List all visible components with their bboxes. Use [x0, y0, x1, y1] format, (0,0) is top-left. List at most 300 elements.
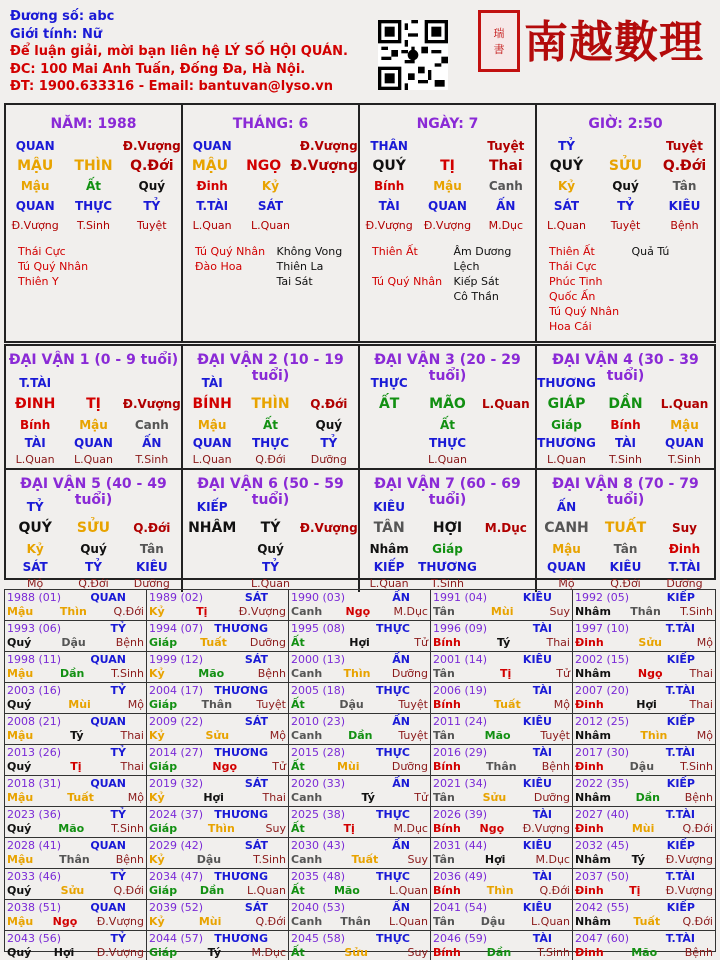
year-chi: Tuất — [633, 915, 661, 928]
qr-code-icon[interactable] — [378, 20, 448, 90]
year-star: T.TÀI — [665, 622, 695, 635]
ten-god: KIẾP — [373, 560, 405, 574]
year-stage: Dưỡng — [391, 667, 428, 680]
year-label: 2013 (26) — [7, 746, 62, 759]
year-chi: Thìn — [486, 884, 514, 897]
pillar-cell: TÀI — [378, 199, 400, 213]
year-cell — [289, 683, 431, 714]
year-star: ẤN — [392, 901, 410, 914]
shen-sha: Thiên Ất — [372, 245, 418, 258]
pillar-cell: SỬU — [608, 158, 643, 174]
pillar-cell: MẬU — [17, 158, 54, 174]
shen-sha: Thiên Ất — [549, 245, 595, 258]
life-stage: L.Quan — [74, 453, 113, 466]
pillar-cell: Thai — [488, 158, 523, 174]
year-stage: Tử — [414, 791, 428, 804]
pillar-cell: TỶ — [617, 199, 634, 213]
year-stage: Dưỡng — [391, 760, 428, 773]
year-chi: Mùi — [490, 605, 514, 618]
pillar-cell: Đinh — [196, 179, 228, 193]
year-chi: Hợi — [53, 946, 75, 959]
ten-god: TÀI — [24, 436, 46, 450]
year-star: TÀI — [532, 808, 552, 821]
year-stage: Thai — [689, 698, 713, 711]
year-can: Tân — [433, 667, 455, 680]
year-stage: Tử — [272, 760, 286, 773]
hidden-stem: Mậu — [552, 542, 581, 556]
year-star: TÀI — [532, 932, 552, 945]
year-label: 2008 (21) — [7, 715, 62, 728]
year-stage: Tử — [556, 667, 570, 680]
year-cell — [5, 714, 147, 745]
year-chi: Mùi — [68, 698, 91, 711]
year-chi: Thìn — [640, 729, 668, 742]
year-star: QUAN — [90, 653, 126, 666]
hidden-stem: Mậu — [670, 418, 699, 432]
year-can: Đinh — [575, 698, 604, 711]
shen-sha-list — [6, 244, 181, 289]
hidden-stem: Mậu — [197, 418, 227, 432]
year-chi: Tị — [196, 605, 208, 618]
dai-van-top: THỰC — [370, 376, 408, 390]
year-star: KIÊU — [522, 901, 552, 914]
year-cell — [289, 807, 431, 838]
year-star: TỶ — [110, 746, 126, 759]
year-can: Giáp — [149, 698, 178, 711]
dai-van-top: TỶ — [26, 500, 44, 514]
year-star: QUAN — [90, 901, 126, 914]
pillar-cell: Tân — [672, 179, 697, 193]
dai-van-7 — [360, 468, 537, 592]
year-can: Quý — [7, 698, 32, 711]
year-star: KIÊU — [522, 591, 552, 604]
dai-van-state: L.Quan — [482, 397, 530, 411]
hidden-stem — [360, 416, 418, 434]
year-label: 2026 (39) — [433, 808, 488, 821]
year-star: KIẾP — [666, 591, 695, 604]
ten-god — [477, 558, 535, 576]
pillar-cell: QUAN — [428, 199, 467, 213]
dai-van-state: Suy — [671, 521, 697, 535]
year-chi: Mão — [333, 884, 360, 897]
year-chi: Dậu — [61, 636, 86, 649]
year-label: 2023 (36) — [7, 808, 62, 821]
year-stage: Q.Đới — [255, 915, 286, 928]
dai-van-top: THƯƠNG — [537, 376, 596, 390]
year-stage: Mộ — [696, 729, 713, 742]
year-label: 2041 (54) — [433, 901, 488, 914]
year-stage: Q.Đới — [682, 822, 713, 835]
year-star: SÁT — [244, 901, 268, 914]
year-cell — [573, 838, 715, 869]
year-can: Giáp — [149, 946, 178, 959]
pillar-cell: QUÝ — [372, 158, 406, 174]
year-star: THỰC — [376, 808, 410, 821]
gender-line: Giới tính: Nữ — [10, 26, 103, 42]
year-label: 1993 (06) — [7, 622, 62, 635]
life-stage: T.Sinh — [668, 453, 701, 466]
year-label: 2045 (58) — [291, 932, 346, 945]
dai-van-state: Q.Đới — [133, 521, 171, 535]
pillar-cell: Kỷ — [557, 179, 576, 193]
pillar-cell: SÁT — [553, 199, 580, 213]
year-star: THỰC — [376, 932, 410, 945]
pillar-cell: Canh — [488, 179, 523, 193]
year-star: SÁT — [244, 839, 268, 852]
year-star: TÀI — [532, 684, 552, 697]
year-chi: Tuất — [493, 698, 521, 711]
pillar-cell: KIÊU — [668, 199, 701, 213]
year-label: 2034 (47) — [149, 870, 204, 883]
pillar-title: THÁNG: 6 — [232, 116, 309, 132]
year-stage: Q.Đới — [113, 605, 144, 618]
year-chi: Dần — [348, 729, 373, 742]
year-chi: Tuất — [200, 636, 227, 649]
pillar-3 — [537, 105, 714, 341]
year-stage: Tuyệt — [256, 698, 286, 711]
profile-header — [10, 8, 348, 96]
dai-van-title: ĐẠI VẬN 4 (30 - 39 tuổi) — [552, 352, 699, 384]
year-can: Ất — [291, 946, 305, 959]
year-label: 2003 (16) — [7, 684, 62, 697]
dai-van-state: M.Dục — [484, 521, 527, 535]
dai-van-state: Đ.Vượng — [122, 397, 181, 411]
year-star: TỶ — [110, 870, 126, 883]
hidden-stem: Tân — [139, 542, 164, 556]
year-stage: Suy — [407, 946, 428, 959]
year-can: Tân — [433, 791, 455, 804]
dai-van-title: ĐẠI VẬN 2 (10 - 19 tuổi) — [197, 352, 344, 384]
ten-god: QUAN — [192, 436, 232, 450]
life-stage: L.Quan — [547, 453, 586, 466]
year-cell — [289, 652, 431, 683]
pillar-title: NĂM: 1988 — [50, 116, 137, 132]
year-label: 1992 (05) — [575, 591, 630, 604]
hidden-stem — [477, 540, 535, 558]
year-label: 2022 (35) — [575, 777, 630, 790]
seal-stamp: 瑞 書 — [478, 10, 520, 72]
year-cell — [573, 745, 715, 776]
shen-sha: Phúc Tinh — [549, 275, 603, 288]
ten-god: QUAN — [74, 436, 113, 450]
year-label: 2040 (53) — [291, 901, 346, 914]
year-label: 2030 (43) — [291, 839, 346, 852]
shen-sha: Tú Quý Nhân — [18, 260, 89, 273]
year-label: 2005 (18) — [291, 684, 346, 697]
year-can: Tân — [433, 729, 455, 742]
year-chi: Ngọ — [212, 760, 238, 773]
pillar-title: NGÀY: 7 — [416, 116, 479, 132]
year-can: Kỷ — [149, 853, 165, 866]
year-label: 1994 (07) — [149, 622, 204, 635]
year-cell — [431, 807, 573, 838]
year-star: SÁT — [244, 653, 268, 666]
year-stage: Đ.Vượng — [96, 915, 144, 928]
year-chi: Mão — [58, 822, 85, 835]
dai-van-top: T.TÀI — [19, 376, 52, 390]
year-cell — [5, 621, 147, 652]
year-star: QUAN — [90, 715, 126, 728]
year-label: 1995 (08) — [291, 622, 346, 635]
life-stage: T.Sinh — [135, 453, 169, 466]
year-can: Nhâm — [575, 729, 611, 742]
pillar-cell: THÌN — [74, 158, 113, 174]
year-chi: Tuất — [67, 791, 94, 804]
year-can: Mậu — [7, 667, 34, 680]
ten-god: TỶ — [320, 436, 338, 450]
dai-van-state: L.Quan — [660, 397, 709, 411]
shen-sha — [632, 259, 715, 274]
year-chi: Ngọ — [637, 667, 663, 680]
shen-sha: Quả Tú — [631, 245, 670, 258]
year-chi: Mão — [484, 729, 511, 742]
hidden-stem: Đinh — [668, 542, 701, 556]
hidden-stem: Ất — [439, 418, 455, 432]
year-star: THỰC — [376, 870, 410, 883]
year-chi: Thân — [201, 698, 233, 711]
shen-sha — [632, 304, 715, 319]
pillar-cell: L.Quan — [547, 219, 586, 232]
year-chi: Tý — [207, 946, 221, 959]
dai-van-state: Đ.Vượng — [299, 521, 358, 535]
year-stage: Q.Đới — [113, 884, 144, 897]
ten-god: QUAN — [665, 436, 704, 450]
year-star: ẤN — [392, 839, 410, 852]
pillar-cell: Quý — [612, 179, 639, 193]
year-star: TỶ — [110, 808, 126, 821]
year-cell — [147, 745, 289, 776]
year-chi: Thân — [59, 853, 90, 866]
year-chi: Thân — [630, 605, 661, 618]
year-cell — [289, 745, 431, 776]
pillar-cell: L.Quan — [192, 219, 232, 232]
year-stage: Bệnh — [684, 791, 713, 804]
year-star: TÀI — [532, 746, 552, 759]
year-label: 1989 (02) — [149, 591, 204, 604]
pillar-cell: SÁT — [257, 199, 284, 213]
life-stage — [477, 452, 535, 468]
year-cell — [5, 807, 147, 838]
year-cell — [431, 869, 573, 900]
year-label: 2042 (55) — [575, 901, 630, 914]
year-label: 2000 (13) — [291, 653, 346, 666]
life-stage: Mộ — [27, 577, 44, 590]
pillar-cell: Kỷ — [261, 179, 280, 193]
dai-van-top: KIÊU — [373, 500, 406, 514]
year-cell — [431, 590, 573, 621]
year-label: 2004 (17) — [149, 684, 204, 697]
year-label: 2017 (30) — [575, 746, 630, 759]
annual-luck-grid — [4, 589, 716, 959]
year-can: Canh — [291, 605, 323, 618]
pillar-cell — [64, 136, 122, 156]
year-star: KIÊU — [522, 777, 552, 790]
pillar-cell: TỶ — [558, 139, 575, 153]
year-cell — [5, 590, 147, 621]
year-chi: Mão — [631, 946, 658, 959]
hidden-stem: Quý — [80, 542, 107, 556]
year-stage: Suy — [549, 605, 570, 618]
shen-sha: Hoa Cái — [549, 320, 592, 333]
year-can: Kỷ — [149, 915, 165, 928]
year-cell — [147, 900, 289, 931]
dai-van-chi: MÃO — [429, 396, 466, 412]
year-can: Mậu — [7, 605, 34, 618]
year-stage: Bệnh — [115, 636, 144, 649]
year-chi: Sửu — [60, 884, 85, 897]
life-stage: Q.Đới — [610, 577, 641, 590]
year-can: Nhâm — [575, 853, 611, 866]
pillar-cell: Q.Đới — [662, 158, 707, 174]
year-star: KIẾP — [666, 839, 695, 852]
dai-van-chi: TỊ — [86, 396, 101, 412]
year-label: 2036 (49) — [433, 870, 488, 883]
dai-van-chi: HỢI — [432, 520, 463, 536]
year-stage: Tuyệt — [398, 698, 428, 711]
dai-van-can: NHÂM — [188, 520, 237, 536]
year-cell — [573, 776, 715, 807]
phone-email-line: ĐT: 1900.633316 - Email: bantuvan@lyso.vn — [10, 79, 334, 94]
pillar-cell: Tuyệt — [137, 219, 167, 232]
pillar-cell: ẤN — [496, 199, 516, 213]
year-chi: Dậu — [480, 915, 506, 928]
hidden-stem: Ất — [262, 418, 278, 432]
year-can: Ất — [291, 884, 305, 897]
shen-sha: Đào Hoa — [195, 260, 243, 273]
year-can: Quý — [7, 946, 32, 959]
year-cell — [289, 714, 431, 745]
hidden-stem: Mậu — [79, 418, 108, 432]
year-cell — [289, 931, 431, 960]
year-label: 2032 (45) — [575, 839, 630, 852]
year-cell — [5, 838, 147, 869]
year-chi: Tý — [70, 729, 84, 742]
pillar-title: GIỜ: 2:50 — [588, 116, 663, 132]
year-stage: Đ.Vượng — [96, 946, 144, 959]
year-can: Giáp — [149, 884, 178, 897]
year-star: TỶ — [110, 932, 126, 945]
year-cell — [147, 838, 289, 869]
year-stage: T.Sinh — [111, 822, 144, 835]
year-cell — [147, 590, 289, 621]
year-stage: Tuyệt — [540, 729, 570, 742]
pillar-cell: MẬU — [191, 158, 228, 174]
year-cell — [431, 900, 573, 931]
year-star: THƯƠNG — [214, 932, 268, 945]
dai-van-can: ẤT — [378, 396, 400, 412]
year-star: TÀI — [532, 870, 552, 883]
pillar-0 — [6, 105, 183, 341]
year-cell — [573, 590, 715, 621]
ten-god: SÁT — [22, 560, 48, 574]
pillar-cell: QUAN — [192, 139, 232, 153]
year-can: Đinh — [575, 946, 604, 959]
year-stage: Bệnh — [257, 667, 286, 680]
year-star: THƯƠNG — [214, 808, 268, 821]
year-cell — [573, 714, 715, 745]
year-label: 2006 (19) — [433, 684, 488, 697]
year-can: Nhâm — [575, 667, 611, 680]
year-stage: Bệnh — [115, 853, 144, 866]
pillar-cell — [300, 216, 358, 236]
year-label: 2044 (57) — [149, 932, 204, 945]
shen-sha — [632, 274, 715, 289]
hidden-stem: Kỷ — [26, 542, 44, 556]
year-label: 2014 (27) — [149, 746, 204, 759]
year-can: Ất — [291, 822, 305, 835]
year-stage: Suy — [407, 853, 428, 866]
year-stage: Mộ — [696, 636, 713, 649]
year-can: Kỷ — [149, 729, 165, 742]
year-label: 2012 (25) — [575, 715, 630, 728]
dai-van-title: ĐẠI VẬN 7 (60 - 69 tuổi) — [374, 476, 521, 508]
year-can: Quý — [7, 884, 32, 897]
year-chi: Tý — [631, 853, 646, 866]
year-cell — [5, 683, 147, 714]
year-star: T.TÀI — [665, 808, 695, 821]
year-cell — [573, 931, 715, 960]
dai-van-chi: SỬU — [76, 520, 111, 536]
year-can: Nhâm — [575, 791, 611, 804]
year-star: THỰC — [376, 746, 410, 759]
ten-god: THƯƠNG — [418, 560, 477, 574]
pillar-cell: Tuyệt — [487, 139, 525, 153]
year-chi: Thân — [340, 915, 371, 928]
pillar-cell: Mậu — [433, 179, 462, 193]
year-stage: M.Dục — [393, 605, 428, 618]
dai-van-title: ĐẠI VẬN 5 (40 - 49 tuổi) — [20, 476, 167, 508]
year-can: Đinh — [575, 822, 604, 835]
pillar-cell: Quý — [138, 179, 166, 193]
year-chi: Hợi — [349, 636, 370, 649]
year-can: Canh — [291, 667, 323, 680]
year-can: Kỷ — [149, 667, 165, 680]
hidden-stem: Tân — [613, 542, 638, 556]
year-stage: L.Quan — [247, 884, 286, 897]
year-chi: Sửu — [205, 729, 230, 742]
pillar-2 — [360, 105, 537, 341]
year-star: KIẾP — [666, 715, 695, 728]
year-cell — [289, 838, 431, 869]
shen-sha: Thiên La — [276, 260, 324, 273]
year-can: Bính — [433, 698, 461, 711]
pillar-cell: QUAN — [15, 139, 55, 153]
year-can: Canh — [291, 853, 323, 866]
year-stage: Mộ — [269, 729, 286, 742]
pillar-cell: QUAN — [15, 199, 55, 213]
year-cell — [431, 776, 573, 807]
year-label: 2039 (52) — [149, 901, 204, 914]
year-can: Canh — [291, 791, 323, 804]
pillar-cell: Bính — [373, 179, 405, 193]
year-can: Ất — [291, 760, 305, 773]
year-stage: Thai — [120, 729, 144, 742]
owner-line: Đương số: abc — [10, 9, 115, 24]
ten-god: KIÊU — [609, 560, 642, 574]
year-can: Đinh — [575, 760, 604, 773]
year-cell — [573, 683, 715, 714]
year-label: 1997 (10) — [575, 622, 630, 635]
year-can: Giáp — [149, 636, 178, 649]
year-cell — [5, 652, 147, 683]
pillar-cell: Đ.Vượng — [290, 158, 358, 174]
dai-van-title: ĐẠI VẬN 8 (70 - 79 tuổi) — [552, 476, 699, 508]
year-can: Nhâm — [575, 605, 611, 618]
life-stage: Dưỡng — [133, 577, 170, 590]
year-label: 2011 (24) — [433, 715, 488, 728]
year-label: 2046 (59) — [433, 932, 488, 945]
pillar-cell — [596, 136, 655, 156]
